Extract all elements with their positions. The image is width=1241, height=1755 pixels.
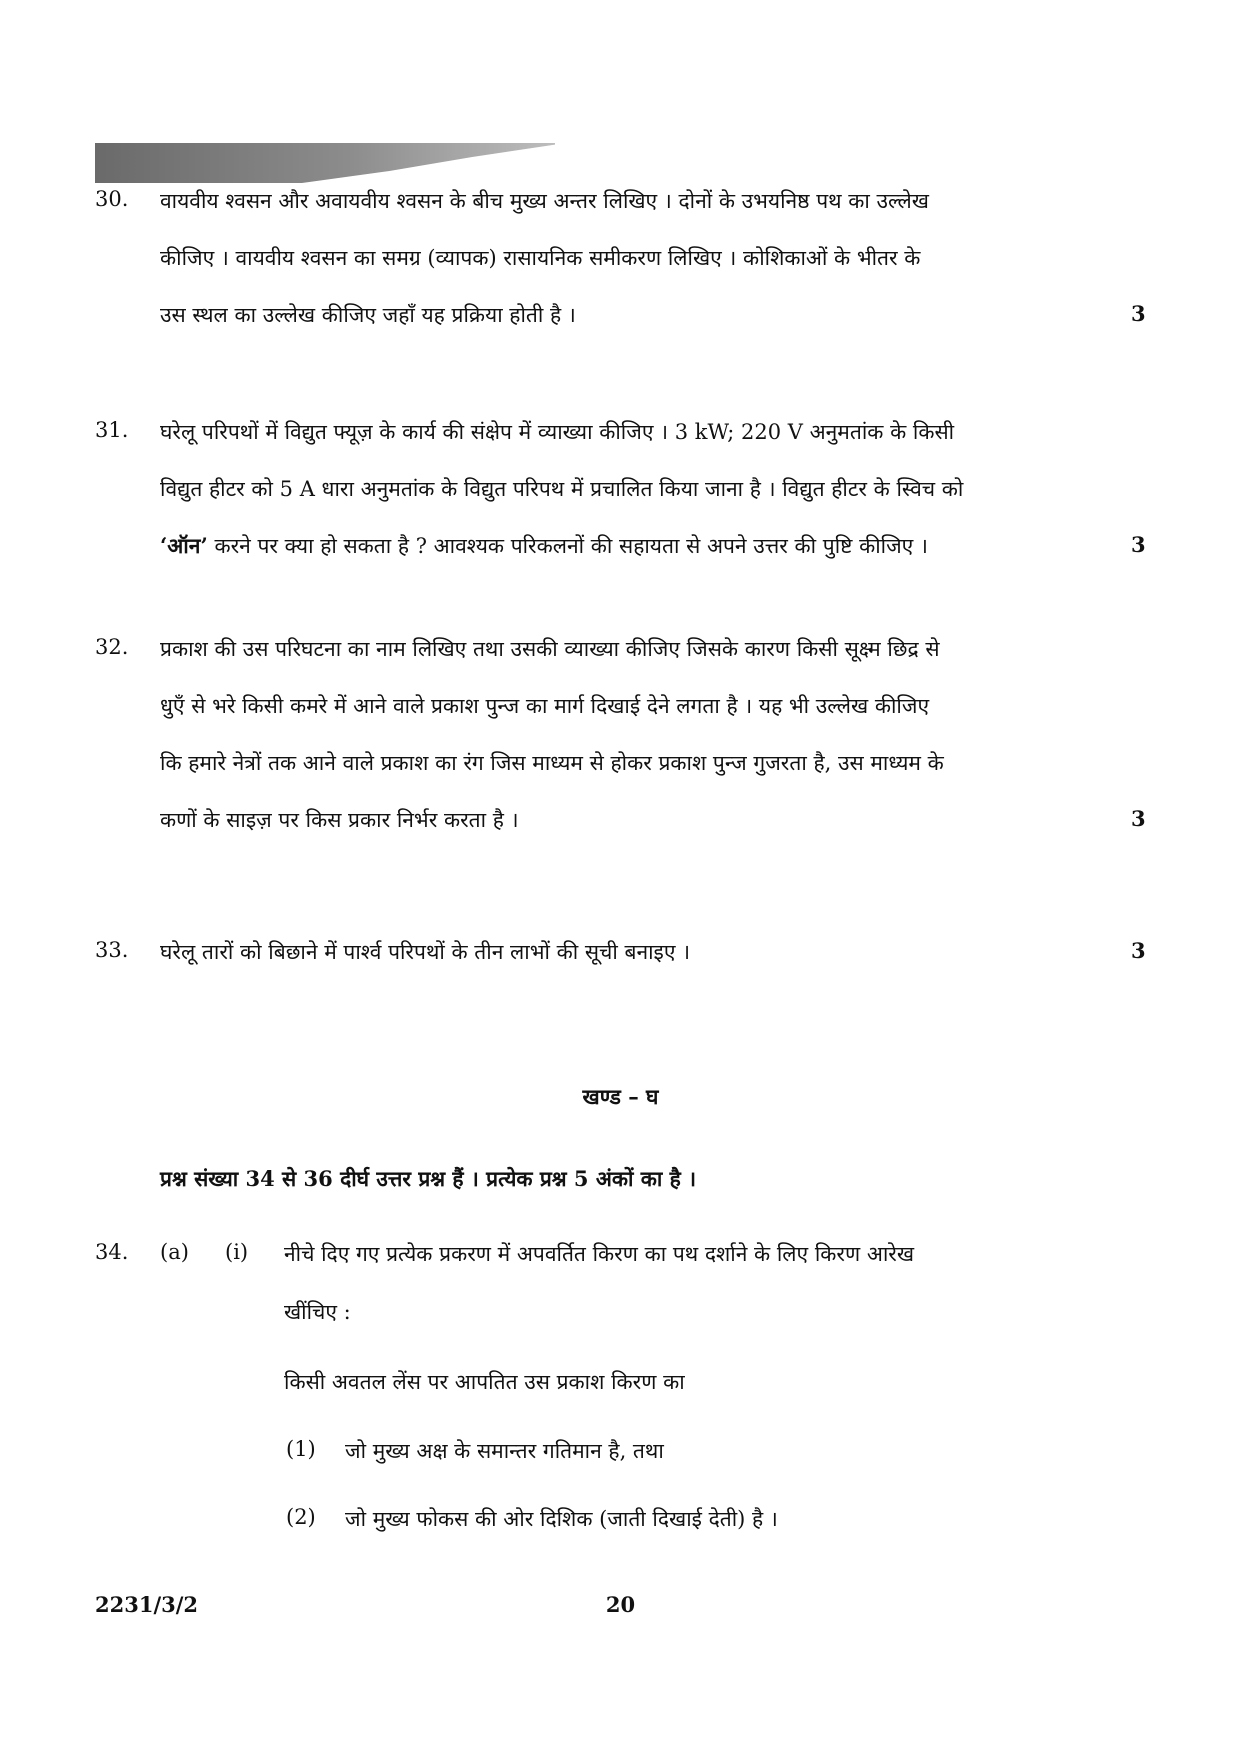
question-text-rest: करने पर क्या हो सकता है ? आवश्यक परिकलनों की सहायता से अपने उत्तर की पुष्टि कीजिए । — [207, 534, 928, 558]
paper-code: 2231/3/2 — [95, 1592, 199, 1617]
question-marks: 3 — [1131, 301, 1146, 326]
question-text-line: खींचिए : — [284, 1300, 351, 1324]
list-item-label: (1) — [286, 1437, 316, 1461]
question-number: 31. — [95, 418, 129, 442]
question-number: 32. — [95, 635, 129, 659]
question-marks: 3 — [1131, 938, 1146, 963]
section-instruction: प्रश्न संख्या 34 से 36 दीर्घ उत्तर प्रश्न हैं । प्रत्येक प्रश्न 5 अंकों का है । — [160, 1166, 697, 1191]
section-heading: खण्ड – घ — [582, 1084, 659, 1109]
question-text-line: विद्युत हीटर को 5 A धारा अनुमतांक के विद्युत परिपथ में प्रचालित किया जाना है । विद्युत हीटर के स्विच को — [160, 477, 964, 501]
part-label: (a) — [160, 1240, 189, 1264]
list-item-text: जो मुख्य अक्ष के समान्तर गतिमान है, तथा — [345, 1439, 664, 1463]
question-text-line: कि हमारे नेत्रों तक आने वाले प्रकाश का रंग जिस माध्यम से होकर प्रकाश पुन्ज गुजरता है, उस माध्यम के — [160, 751, 944, 775]
question-text-line: प्रकाश की उस परिघटना का नाम लिखिए तथा उसकी व्याख्या कीजिए जिसके कारण किसी सूक्ष्म छिद्र से — [160, 637, 940, 661]
question-text-line: उस स्थल का उल्लेख कीजिए जहाँ यह प्रक्रिया होती है । — [160, 303, 576, 327]
question-text-line: किसी अवतल लेंस पर आपतित उस प्रकाश किरण का — [284, 1370, 685, 1394]
question-text-line: घरेलू तारों को बिछाने में पार्श्व परिपथों के तीन लाभों की सूची बनाइए । — [160, 940, 691, 964]
page-number: 20 — [605, 1592, 636, 1617]
question-text-line: घरेलू परिपथों में विद्युत फ्यूज़ के कार्य की संक्षेप में व्याख्या कीजिए । 3 kW; 220 V अनुमतांक के किसी — [160, 420, 955, 444]
question-marks: 3 — [1131, 532, 1146, 557]
question-number: 30. — [95, 187, 129, 211]
question-number: 33. — [95, 938, 129, 962]
question-text-line: धुएँ से भरे किसी कमरे में आने वाले प्रकाश पुन्ज का मार्ग दिखाई देने लगता है । यह भी उल्लेख कीजिए — [160, 694, 930, 718]
subpart-label: (i) — [225, 1240, 249, 1264]
header-decorative-bar — [95, 143, 555, 183]
list-item-label: (2) — [286, 1505, 316, 1529]
question-marks: 3 — [1131, 806, 1146, 831]
question-text-line — [160, 532, 928, 560]
question-text-line: कणों के साइज़ पर किस प्रकार निर्भर करता है । — [160, 808, 519, 832]
question-number: 34. — [95, 1240, 129, 1264]
question-text-line: कीजिए । वायवीय श्वसन का समग्र (व्यापक) रासायनिक समीकरण लिखिए । कोशिकाओं के भीतर के — [160, 246, 921, 270]
question-text-line: नीचे दिए गए प्रत्येक प्रकरण में अपवर्तित किरण का पथ दर्शाने के लिए किरण आरेख — [284, 1242, 915, 1266]
bold-term: ‘ऑन’ — [160, 533, 208, 558]
question-text-line: वायवीय श्वसन और अवायवीय श्वसन के बीच मुख्य अन्तर लिखिए । दोनों के उभयनिष्ठ पथ का उल्लेख — [160, 189, 929, 213]
list-item-text: जो मुख्य फोकस की ओर दिशिक (जाती दिखाई देती) है । — [345, 1507, 778, 1531]
